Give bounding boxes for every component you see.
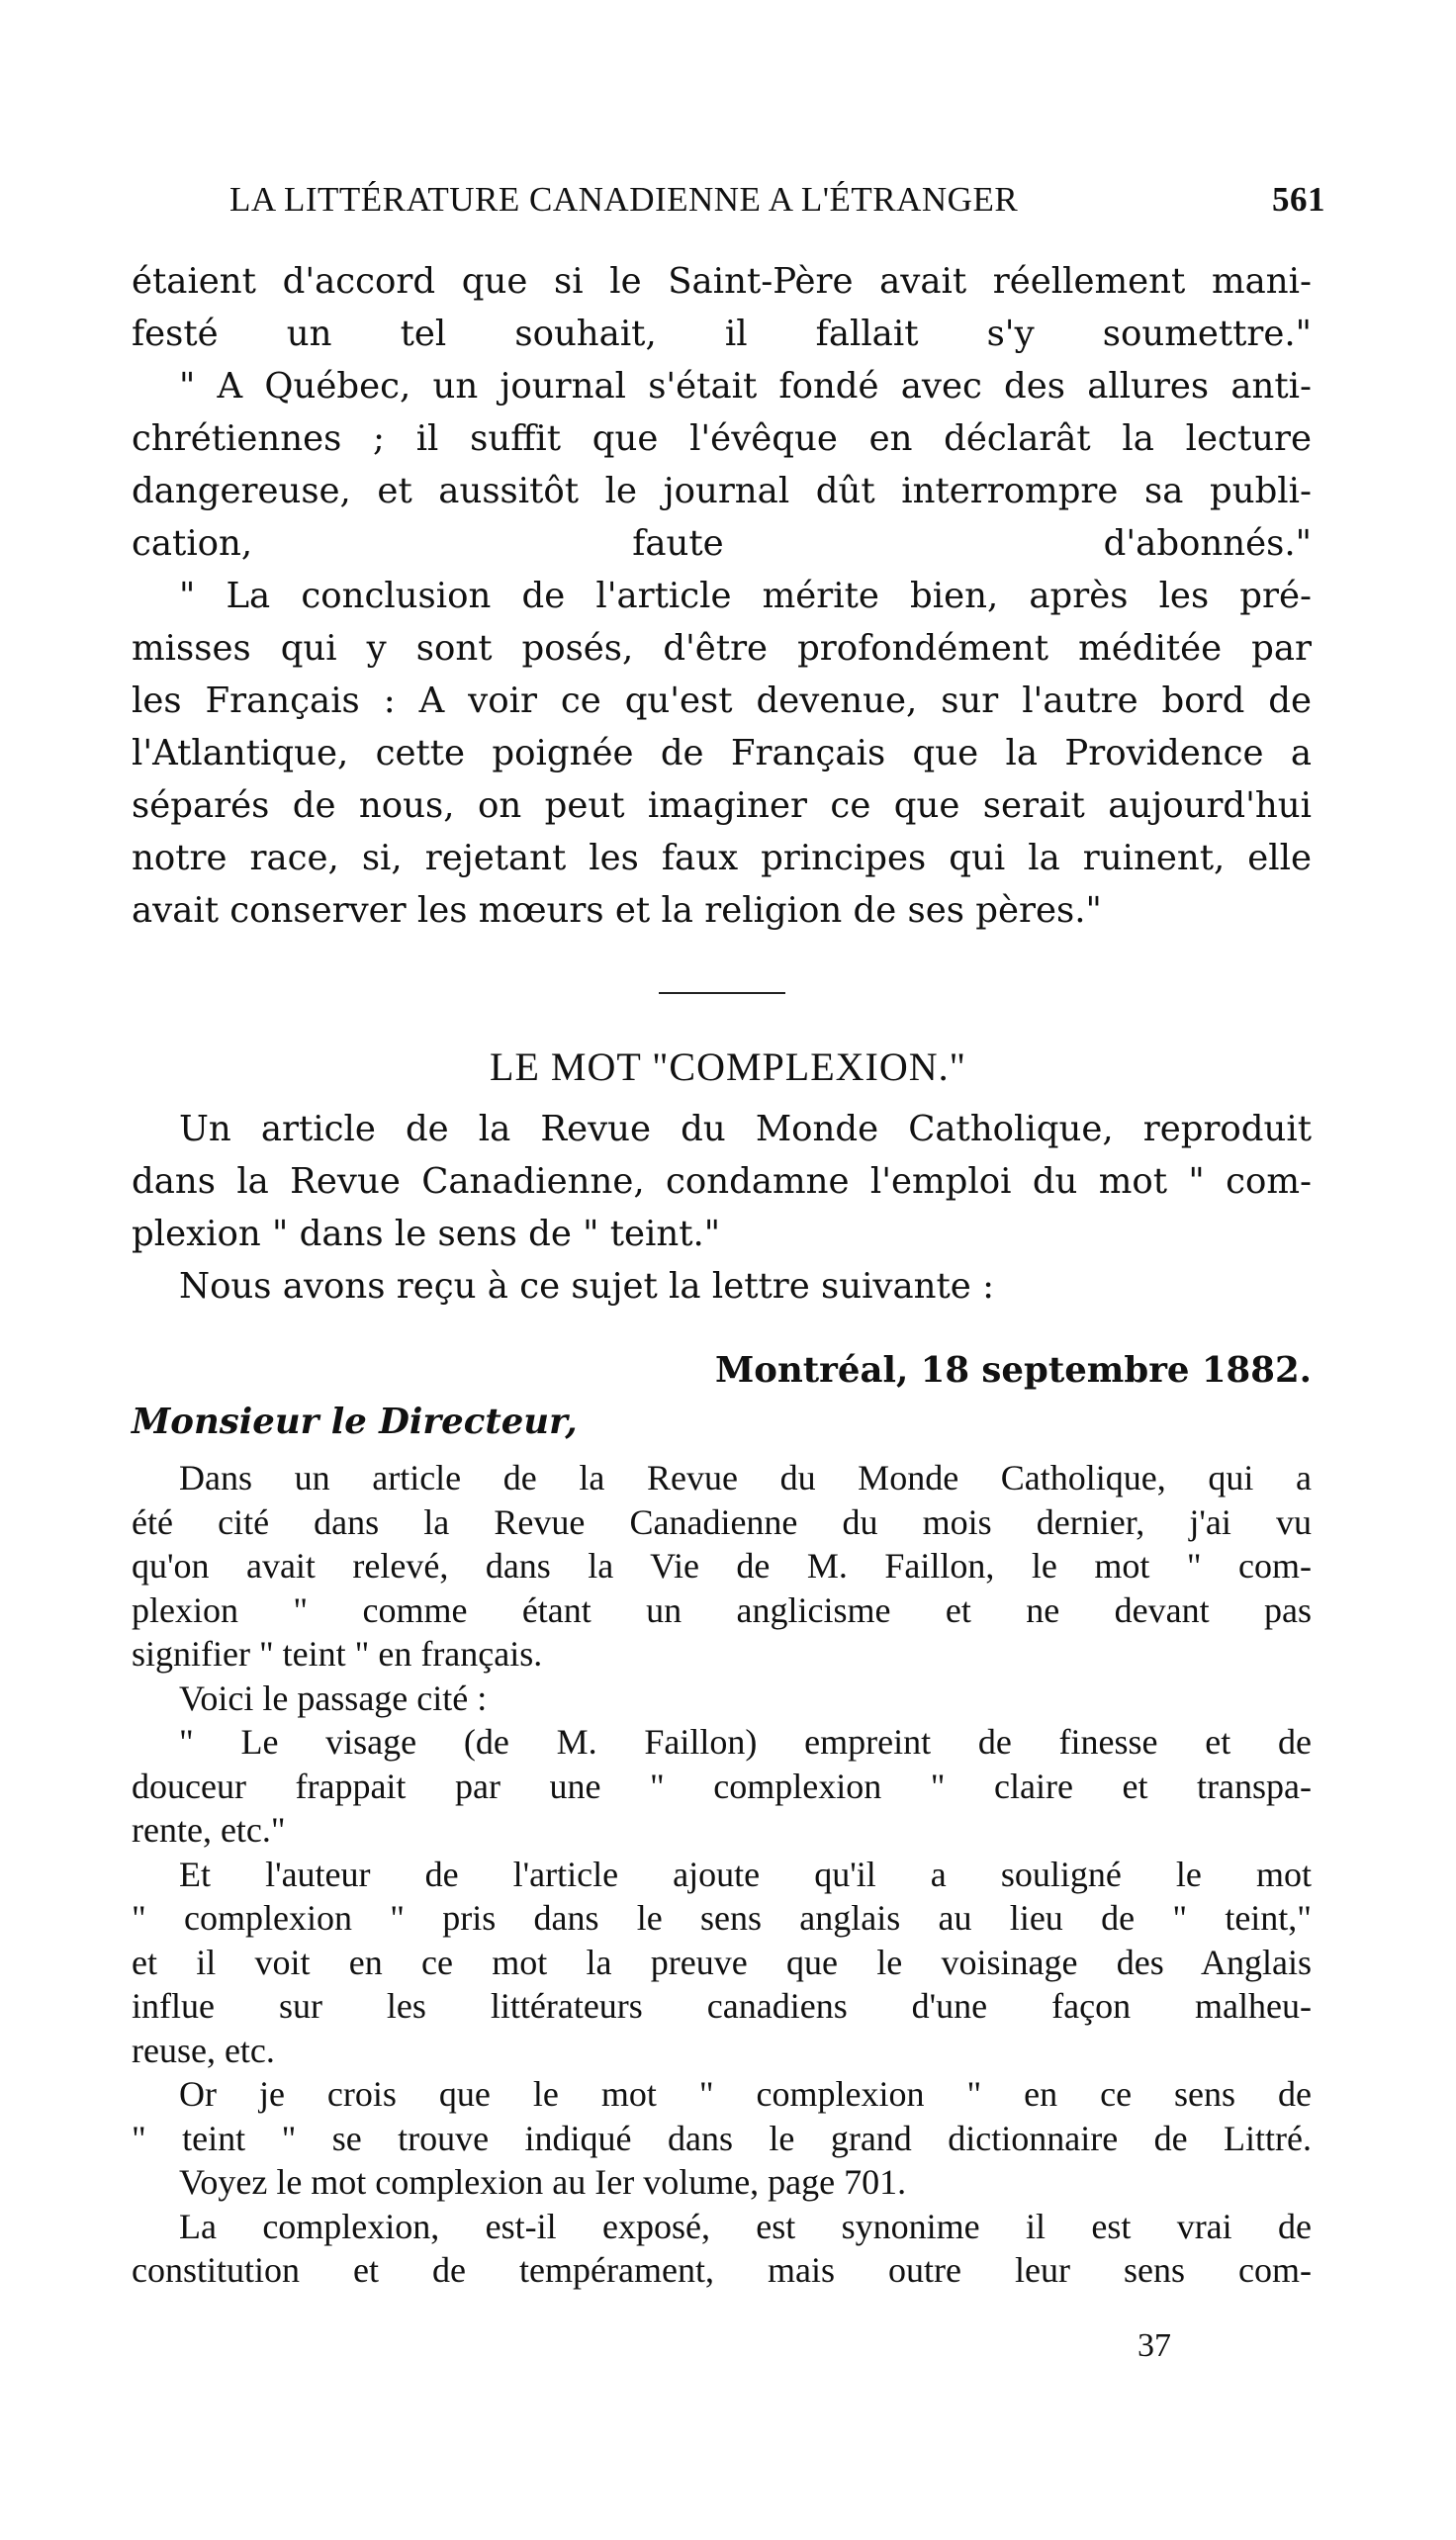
text-line: plexion " dans le sens de " teint." [132,1214,721,1254]
text-line: " A Québec, un journal s'était fondé avec des allures anti- [179,366,1312,407]
text-line: été cité dans la Revue Canadienne du mois dernier, j'ai vu [132,1501,1312,1542]
page-number: 561 [1272,180,1325,219]
section-divider [659,992,785,994]
text-line: constitution et de tempérament, mais outre leur sens com- [132,2250,1312,2290]
text-line: Or je crois que le mot " complexion " en ce sens de [179,2074,1312,2114]
text-line: " complexion " pris dans le sens anglais au lieu de " teint," [132,1898,1312,1938]
text-line: festé un tel souhait, il fallait s'y soumettre." [132,314,1312,354]
text-line: rente, etc." [132,1810,286,1850]
text-line: les Français : A voir ce qu'est devenue, sur l'autre bord de [132,680,1312,721]
section-title: LE MOT "COMPLEXION." [490,1044,966,1089]
text-line: plexion " comme étant un anglicisme et ne devant pas [132,1589,1312,1630]
letter-date: Montréal, 18 septembre 1882. [714,1350,1312,1391]
text-line: Et l'auteur de l'article ajoute qu'il a souligné le mot [179,1854,1312,1894]
signature-mark: 37 [1138,2327,1171,2364]
text-line: douceur frappait par une " complexion " claire et transpa- [132,1766,1312,1806]
text-line: influe sur les littérateurs canadiens d'une façon malheu- [132,1986,1312,2026]
text-line: qu'on avait relevé, dans la Vie de M. Faillon, le mot " com- [132,1546,1312,1586]
text-line: et il voit en ce mot la preuve que le voisinage des Anglais [132,1942,1312,1982]
text-line: " Le visage (de M. Faillon) empreint de finesse et de [179,1722,1312,1762]
text-line: dangereuse, et aussitôt le journal dût interrompre sa publi- [132,471,1312,511]
text-line: séparés de nous, on peut imaginer ce que serait aujourd'hui [132,785,1312,826]
text-line: chrétiennes ; il suffit que l'évêque en déclarât la lecture [132,418,1312,459]
text-line: Voici le passage cité : [179,1678,488,1718]
continued-paragraphs [132,255,1312,937]
text-line: " teint " se trouve indiqué dans le grand dictionnaire de Littré. [132,2118,1312,2158]
text-line: Voyez le mot complexion au Ier volume, page 701. [179,2162,907,2202]
text-line: " La conclusion de l'article mérite bien, après les pré- [179,576,1312,616]
text-line: Dans un article de la Revue du Monde Catholique, qui a [179,1458,1312,1497]
letter-body [132,1456,1312,2293]
text-line: avait conserver les mœurs et la religion de ses pères." [132,890,1102,931]
running-title: LA LITTÉRATURE CANADIENNE A L'ÉTRANGER [229,180,1019,219]
text-line: reuse, etc. [132,2030,275,2070]
text-line: misses qui y sont posés, d'être profondément méditée par [132,628,1312,669]
text-line: La complexion, est-il exposé, est synonime il est vrai de [179,2206,1312,2246]
text-line: dans la Revue Canadienne, condamne l'emploi du mot " com- [132,1161,1312,1202]
text-line: Un article de la Revue du Monde Catholique, reproduit [179,1109,1312,1149]
text-line: Nous avons reçu à ce sujet la lettre suivante : [179,1266,995,1307]
text-line: signifier " teint " en français. [132,1634,543,1674]
text-line: notre race, si, rejetant les faux principes qui la ruinent, elle [132,838,1312,878]
section-intro [132,1103,1312,1313]
text-line: étaient d'accord que si le Saint-Père avait réellement mani- [132,261,1312,302]
text-line: cation, faute d'abonnés." [132,523,1312,564]
text-line: l'Atlantique, cette poignée de Français que la Providence a [132,733,1312,773]
letter-salutation: Monsieur le Directeur, [132,1402,578,1442]
